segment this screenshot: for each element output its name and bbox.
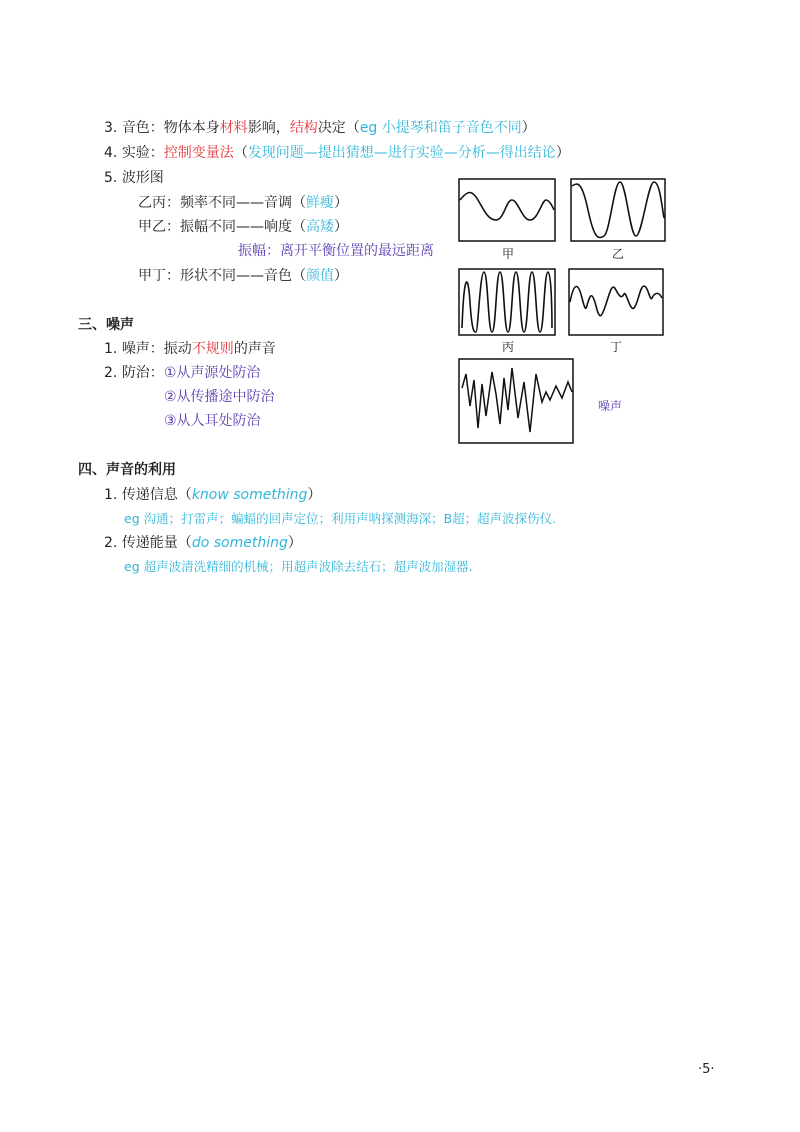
section-3-title: 三、噪声: [78, 317, 134, 333]
wave-yi-label: 乙: [611, 247, 624, 261]
item-3-timbre: 3. 音色：物体本身材料影响，结构决定（eg 小提琴和笛子音色不同）: [104, 120, 536, 136]
noise-prevention-2: ②从传播途中防治: [164, 389, 275, 405]
amplitude-note: 振幅：离开平衡位置的最远距离: [238, 243, 434, 259]
use-energy-examples: eg 超声波清洗精细的机械；用超声波除去结石；超声波加湿器.: [124, 559, 473, 574]
page-number: ·5·: [698, 1062, 715, 1077]
noise-definition: 1. 噪声：振动不规则的声音: [104, 341, 276, 357]
wave-noise: [458, 358, 574, 444]
item-5-waveform: 5. 波形图: [104, 170, 164, 186]
wave-ding: [568, 268, 664, 336]
use-energy: 2. 传递能量（do something）: [104, 535, 302, 551]
wave-ding-label: 丁: [609, 340, 622, 354]
noise-prevention-3: ③从人耳处防治: [164, 413, 261, 429]
waveform-timbre: 甲丁：形状不同——音色（颜值）: [138, 268, 348, 284]
item-4-experiment: 4. 实验：控制变量法（发现问题—提出猜想—进行实验—分析—得出结论）: [104, 145, 570, 161]
wave-bing: [458, 268, 556, 336]
wave-noise-label: 噪声: [598, 399, 623, 413]
noise-prevention: 2. 防治：①从声源处防治: [104, 365, 261, 381]
section-4-title: 四、声音的利用: [78, 462, 176, 478]
wave-jia-label: 甲: [501, 247, 514, 261]
use-information-examples: eg 沟通；打雷声；蝙蝠的回声定位；利用声呐探测海深；B超；超声波探伤仪.: [124, 511, 557, 526]
waveform-pitch: 乙丙：频率不同——音调（鲜瘦）: [138, 195, 348, 211]
wave-yi: [570, 178, 666, 242]
waveform-loudness: 甲乙：振幅不同——响度（高矮）: [138, 219, 348, 235]
wave-bing-label: 丙: [501, 340, 514, 354]
wave-jia: [458, 178, 556, 242]
use-information: 1. 传递信息（know something）: [104, 487, 322, 503]
